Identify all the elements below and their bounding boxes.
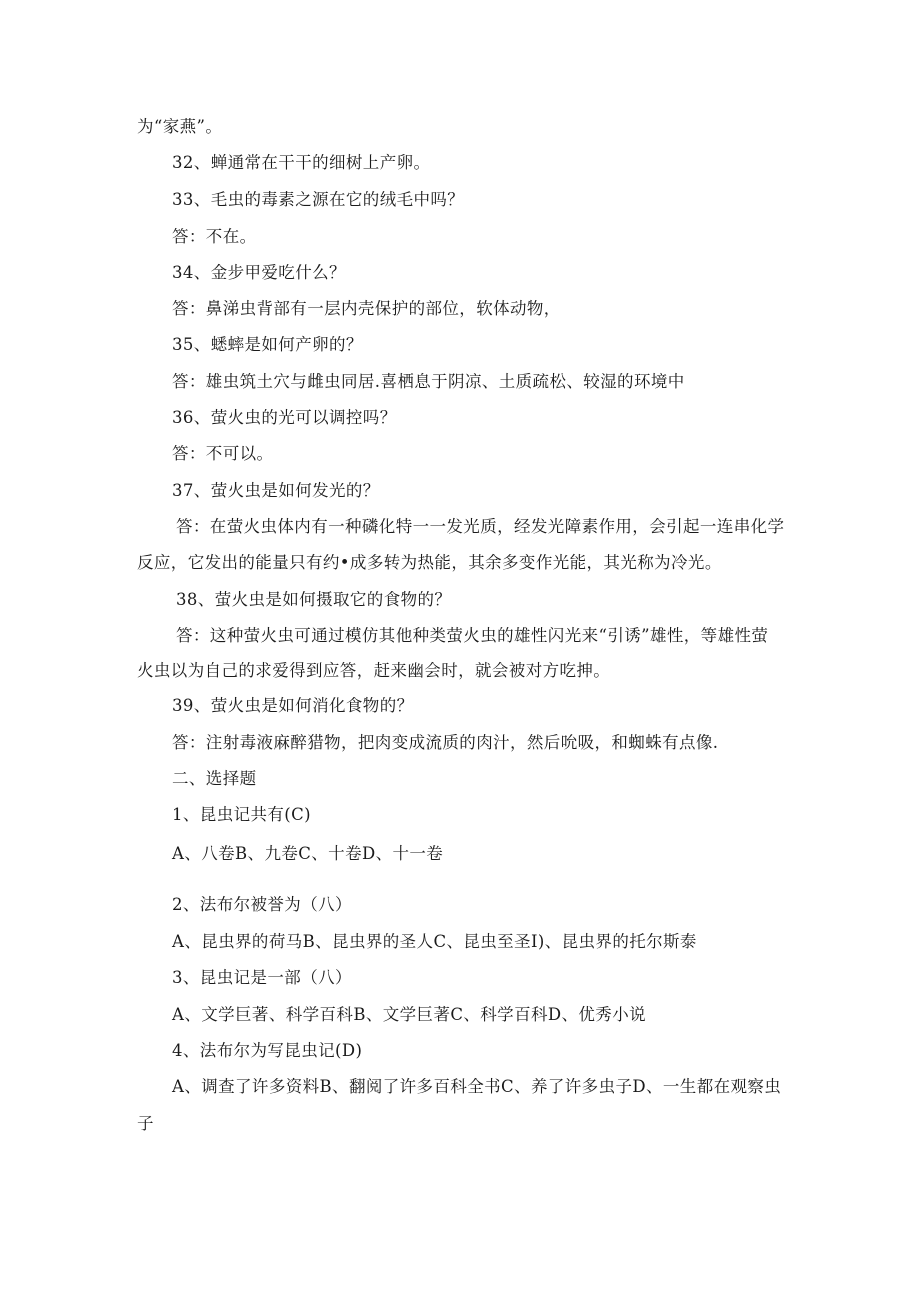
options-line: A、八卷B、九卷C、十卷D、十一卷 [172, 844, 444, 863]
text-line: 38、萤火虫是如何摄取它的食物的？ [176, 590, 452, 609]
text-line: 33、毛虫的毒素之源在它的绒毛中吗？ [172, 190, 465, 209]
section-heading: 二、选择题 [172, 769, 257, 788]
text-line: 答：雄虫筑土穴与雌虫同居.喜栖息于阴凉、土质疏松、较湿的环境中 [172, 372, 685, 391]
options-line: A、调查了许多资料B、翻阅了许多百科全书C、养了许多虫子D、一生都在观察虫 [172, 1077, 782, 1096]
options-line: 子 [137, 1114, 154, 1133]
text-line: 答：在萤火虫体内有一种磷化特一一发光质，经发光障素作用，会引起一连串化学 [176, 517, 785, 536]
question-line: 2、法布尔被誉为（八） [172, 895, 352, 914]
text-line: 答：这种萤火虫可通过模仿其他种类萤火虫的雄性闪光来“引诱”雄性，等雄性萤 [176, 626, 769, 645]
text-line: 36、萤火虫的光可以调控吗？ [172, 408, 397, 427]
options-line: A、文学巨著、科学百科B、文学巨著C、科学百科D、优秀小说 [172, 1005, 646, 1024]
text-line: 为“家燕”。 [137, 117, 223, 136]
options-line: A、昆虫界的荷马B、昆虫界的圣人C、昆虫至圣I)、昆虫界的托尔斯泰 [172, 932, 697, 951]
question-line: 3、昆虫记是一部（八） [172, 968, 352, 987]
text-line: 32、蝉通常在干干的细树上产卵。 [172, 153, 431, 172]
text-line: 火虫以为自己的求爱得到应答，赶来幽会时，就会被对方吃抻。 [137, 661, 611, 680]
text-line: 答：不在。 [172, 227, 257, 246]
text-line: 35、蟋蟀是如何产卵的？ [172, 335, 363, 354]
text-line: 39、萤火虫是如何消化食物的？ [172, 696, 414, 715]
text-line: 答：鼻涕虫背部有一层内壳保护的部位，软体动物， [172, 299, 561, 318]
question-line: 1、昆虫记共有(C) [172, 805, 311, 824]
text-line: 34、金步甲爱吃什么？ [172, 263, 346, 282]
text-line: 答：注射毒液麻醉猎物，把肉变成流质的肉汁，然后吮吸，和蜘蛛有点像. [172, 733, 719, 752]
text-line: 反应，它发出的能量只有约•成多转为热能，其余多变作光能，其光称为冷光。 [137, 553, 722, 572]
text-line: 37、萤火虫是如何发光的？ [172, 481, 380, 500]
question-line: 4、法布尔为写昆虫记(D) [172, 1041, 363, 1060]
text-line: 答：不可以。 [172, 444, 274, 463]
